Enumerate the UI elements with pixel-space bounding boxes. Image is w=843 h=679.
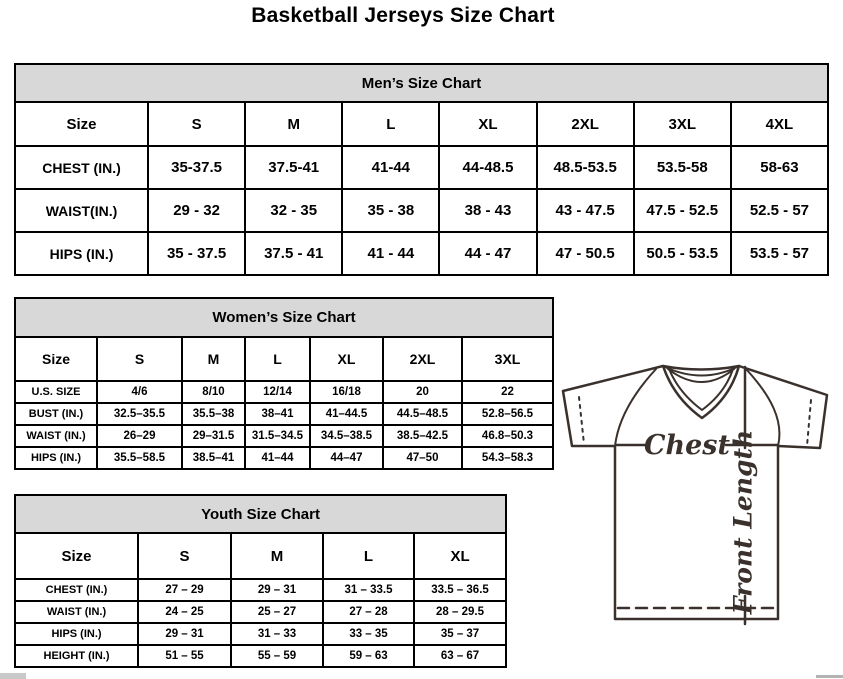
row-label-cell: HIPS (IN.) bbox=[15, 447, 97, 469]
womens-chart-title: Women’s Size Chart bbox=[15, 298, 553, 337]
chest-label: Chest bbox=[644, 430, 730, 461]
column-header-cell: M bbox=[182, 337, 245, 381]
youth-chart-title: Youth Size Chart bbox=[15, 495, 506, 533]
size-value-cell: 28 – 29.5 bbox=[414, 601, 506, 623]
size-value-cell: 35 - 37.5 bbox=[148, 232, 245, 275]
size-value-cell: 35 – 37 bbox=[414, 623, 506, 645]
size-value-cell: 20 bbox=[383, 381, 462, 403]
column-header-cell: L bbox=[323, 533, 414, 579]
size-value-cell: 29 - 32 bbox=[148, 189, 245, 232]
womens-size-chart-table bbox=[14, 297, 554, 470]
table-row bbox=[15, 447, 553, 469]
column-header-cell: 3XL bbox=[462, 337, 553, 381]
size-header-cell: Size bbox=[15, 337, 97, 381]
size-value-cell: 34.5–38.5 bbox=[310, 425, 383, 447]
youth-size-chart-table bbox=[14, 494, 507, 668]
size-value-cell: 38–41 bbox=[245, 403, 310, 425]
size-value-cell: 38 - 43 bbox=[439, 189, 536, 232]
table-row bbox=[15, 601, 506, 623]
size-value-cell: 47 - 50.5 bbox=[537, 232, 634, 275]
size-value-cell: 35.5–38 bbox=[182, 403, 245, 425]
size-value-cell: 48.5-53.5 bbox=[537, 146, 634, 189]
size-value-cell: 43 - 47.5 bbox=[537, 189, 634, 232]
size-value-cell: 54.3–58.3 bbox=[462, 447, 553, 469]
row-label-cell: WAIST(IN.) bbox=[15, 189, 148, 232]
size-value-cell: 29–31.5 bbox=[182, 425, 245, 447]
size-header-cell: Size bbox=[15, 102, 148, 146]
size-value-cell: 4/6 bbox=[97, 381, 182, 403]
size-header-cell: Size bbox=[15, 533, 138, 579]
size-value-cell: 35.5–58.5 bbox=[97, 447, 182, 469]
size-value-cell: 44–47 bbox=[310, 447, 383, 469]
size-value-cell: 59 – 63 bbox=[323, 645, 414, 667]
size-value-cell: 32.5–35.5 bbox=[97, 403, 182, 425]
size-value-cell: 27 – 29 bbox=[138, 579, 231, 601]
size-value-cell: 41–44.5 bbox=[310, 403, 383, 425]
mens-size-chart-table bbox=[14, 63, 829, 276]
size-value-cell: 55 – 59 bbox=[231, 645, 323, 667]
column-header-cell: 3XL bbox=[634, 102, 731, 146]
row-label-cell: WAIST (IN.) bbox=[15, 601, 138, 623]
column-header-cell: S bbox=[148, 102, 245, 146]
size-value-cell: 47–50 bbox=[383, 447, 462, 469]
size-value-cell: 32 - 35 bbox=[245, 189, 342, 232]
mens-chart-title: Men’s Size Chart bbox=[15, 64, 828, 102]
table-row bbox=[15, 189, 828, 232]
size-value-cell: 58-63 bbox=[731, 146, 828, 189]
table-row bbox=[15, 381, 553, 403]
column-header-cell: XL bbox=[414, 533, 506, 579]
column-header-cell: 2XL bbox=[383, 337, 462, 381]
row-label-cell: CHEST (IN.) bbox=[15, 146, 148, 189]
table-row bbox=[15, 579, 506, 601]
size-value-cell: 37.5-41 bbox=[245, 146, 342, 189]
column-header-cell: 2XL bbox=[537, 102, 634, 146]
row-label-cell: WAIST (IN.) bbox=[15, 425, 97, 447]
column-header-cell: 4XL bbox=[731, 102, 828, 146]
size-value-cell: 41 - 44 bbox=[342, 232, 439, 275]
size-value-cell: 44.5–48.5 bbox=[383, 403, 462, 425]
size-value-cell: 31.5–34.5 bbox=[245, 425, 310, 447]
size-value-cell: 29 – 31 bbox=[231, 579, 323, 601]
table-row bbox=[15, 232, 828, 275]
size-value-cell: 22 bbox=[462, 381, 553, 403]
size-value-cell: 46.8–50.3 bbox=[462, 425, 553, 447]
size-value-cell: 35-37.5 bbox=[148, 146, 245, 189]
row-label-cell: HEIGHT (IN.) bbox=[15, 645, 138, 667]
size-value-cell: 31 – 33 bbox=[231, 623, 323, 645]
row-label-cell: CHEST (IN.) bbox=[15, 579, 138, 601]
page-title: Basketball Jerseys Size Chart bbox=[251, 4, 555, 27]
row-label-cell: HIPS (IN.) bbox=[15, 623, 138, 645]
scrollbar-fragment[interactable] bbox=[816, 675, 843, 678]
table-row bbox=[15, 623, 506, 645]
horizontal-scrollbar-thumb[interactable] bbox=[0, 673, 26, 679]
column-header-cell: L bbox=[245, 337, 310, 381]
column-header-cell: L bbox=[342, 102, 439, 146]
table-row bbox=[15, 403, 553, 425]
size-value-cell: 44 - 47 bbox=[439, 232, 536, 275]
column-header-cell: M bbox=[231, 533, 323, 579]
size-value-cell: 38.5–41 bbox=[182, 447, 245, 469]
size-value-cell: 50.5 - 53.5 bbox=[634, 232, 731, 275]
size-value-cell: 33.5 – 36.5 bbox=[414, 579, 506, 601]
row-label-cell: U.S. SIZE bbox=[15, 381, 97, 403]
size-value-cell: 24 – 25 bbox=[138, 601, 231, 623]
size-value-cell: 8/10 bbox=[182, 381, 245, 403]
mens-header-row bbox=[15, 102, 828, 146]
column-header-cell: XL bbox=[310, 337, 383, 381]
womens-header-row bbox=[15, 337, 553, 381]
size-value-cell: 37.5 - 41 bbox=[245, 232, 342, 275]
row-label-cell: BUST (IN.) bbox=[15, 403, 97, 425]
size-value-cell: 38.5–42.5 bbox=[383, 425, 462, 447]
front-length-label: Front Length bbox=[728, 429, 758, 615]
size-value-cell: 51 – 55 bbox=[138, 645, 231, 667]
size-value-cell: 47.5 - 52.5 bbox=[634, 189, 731, 232]
table-row bbox=[15, 146, 828, 189]
column-header-cell: S bbox=[138, 533, 231, 579]
column-header-cell: S bbox=[97, 337, 182, 381]
size-value-cell: 33 – 35 bbox=[323, 623, 414, 645]
row-label-cell: HIPS (IN.) bbox=[15, 232, 148, 275]
size-value-cell: 53.5-58 bbox=[634, 146, 731, 189]
size-value-cell: 52.5 - 57 bbox=[731, 189, 828, 232]
column-header-cell: XL bbox=[439, 102, 536, 146]
size-value-cell: 25 – 27 bbox=[231, 601, 323, 623]
youth-header-row bbox=[15, 533, 506, 579]
size-value-cell: 41–44 bbox=[245, 447, 310, 469]
size-value-cell: 53.5 - 57 bbox=[731, 232, 828, 275]
size-value-cell: 26–29 bbox=[97, 425, 182, 447]
size-value-cell: 41-44 bbox=[342, 146, 439, 189]
column-header-cell: M bbox=[245, 102, 342, 146]
table-row bbox=[15, 425, 553, 447]
table-row bbox=[15, 645, 506, 667]
size-value-cell: 29 – 31 bbox=[138, 623, 231, 645]
size-value-cell: 63 – 67 bbox=[414, 645, 506, 667]
size-value-cell: 52.8–56.5 bbox=[462, 403, 553, 425]
size-value-cell: 31 – 33.5 bbox=[323, 579, 414, 601]
size-value-cell: 16/18 bbox=[310, 381, 383, 403]
size-value-cell: 44-48.5 bbox=[439, 146, 536, 189]
size-value-cell: 27 – 28 bbox=[323, 601, 414, 623]
size-value-cell: 35 - 38 bbox=[342, 189, 439, 232]
jersey-measurement-diagram bbox=[556, 356, 840, 646]
size-value-cell: 12/14 bbox=[245, 381, 310, 403]
